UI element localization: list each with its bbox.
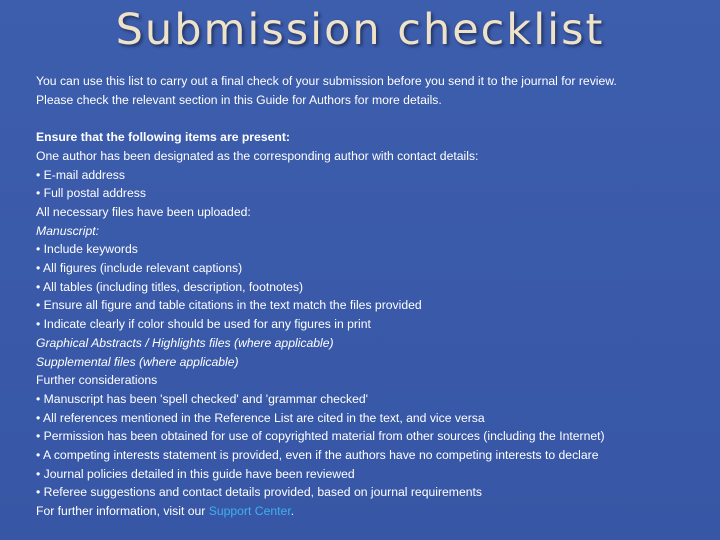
checklist-subheading: Manuscript: bbox=[36, 223, 99, 238]
checklist-item: • Full postal address bbox=[36, 186, 146, 201]
checklist-item: • A competing interests statement is provided, even if the authors have no competing interests to declare bbox=[36, 448, 599, 463]
checklist-item: • Ensure all figure and table citations in the text match the files provided bbox=[36, 298, 422, 313]
checklist-item: • All figures (include relevant captions) bbox=[36, 261, 243, 276]
checklist-subheading: Graphical Abstracts / Highlights files (where applicable) bbox=[36, 335, 334, 350]
checklist-item: • Referee suggestions and contact details provided, based on journal requirements bbox=[36, 485, 482, 500]
intro-line: Please check the relevant section in this Guide for Authors for more details. bbox=[36, 92, 442, 107]
intro-line: You can use this list to carry out a final check of your submission before you send it to the journal for review. bbox=[36, 74, 617, 88]
checklist-item: • All tables (including titles, description, footnotes) bbox=[36, 279, 304, 294]
checklist-item: • Permission has been obtained for use of copyrighted material from other sources (including the Internet) bbox=[36, 429, 605, 444]
checklist-item: All necessary files have been uploaded: bbox=[36, 204, 251, 219]
intro-paragraph bbox=[36, 72, 706, 109]
footer-line bbox=[36, 502, 706, 521]
footer-prefix: For further information, visit our bbox=[36, 504, 209, 519]
checklist bbox=[36, 128, 706, 521]
checklist-item: • E-mail address bbox=[36, 167, 125, 182]
checklist-item: • Include keywords bbox=[36, 242, 138, 257]
slide-title: Submission checklist bbox=[115, 5, 605, 55]
slide-body bbox=[36, 72, 706, 521]
checklist-heading: Ensure that the following items are present: bbox=[36, 130, 290, 145]
footer-suffix: . bbox=[290, 504, 295, 519]
checklist-item: • Indicate clearly if color should be used for any figures in print bbox=[36, 317, 371, 332]
checklist-item: • Journal policies detailed in this guide have been reviewed bbox=[36, 466, 355, 481]
checklist-item: • All references mentioned in the Reference List are cited in the text, and vice versa bbox=[36, 410, 485, 425]
checklist-item: Further considerations bbox=[36, 373, 158, 388]
checklist-subheading: Supplemental files (where applicable) bbox=[36, 354, 239, 369]
support-center-link[interactable]: Support Center bbox=[208, 504, 291, 519]
checklist-item: One author has been designated as the corresponding author with contact details: bbox=[36, 148, 479, 163]
checklist-item: • Manuscript has been 'spell checked' and 'grammar checked' bbox=[36, 391, 368, 406]
